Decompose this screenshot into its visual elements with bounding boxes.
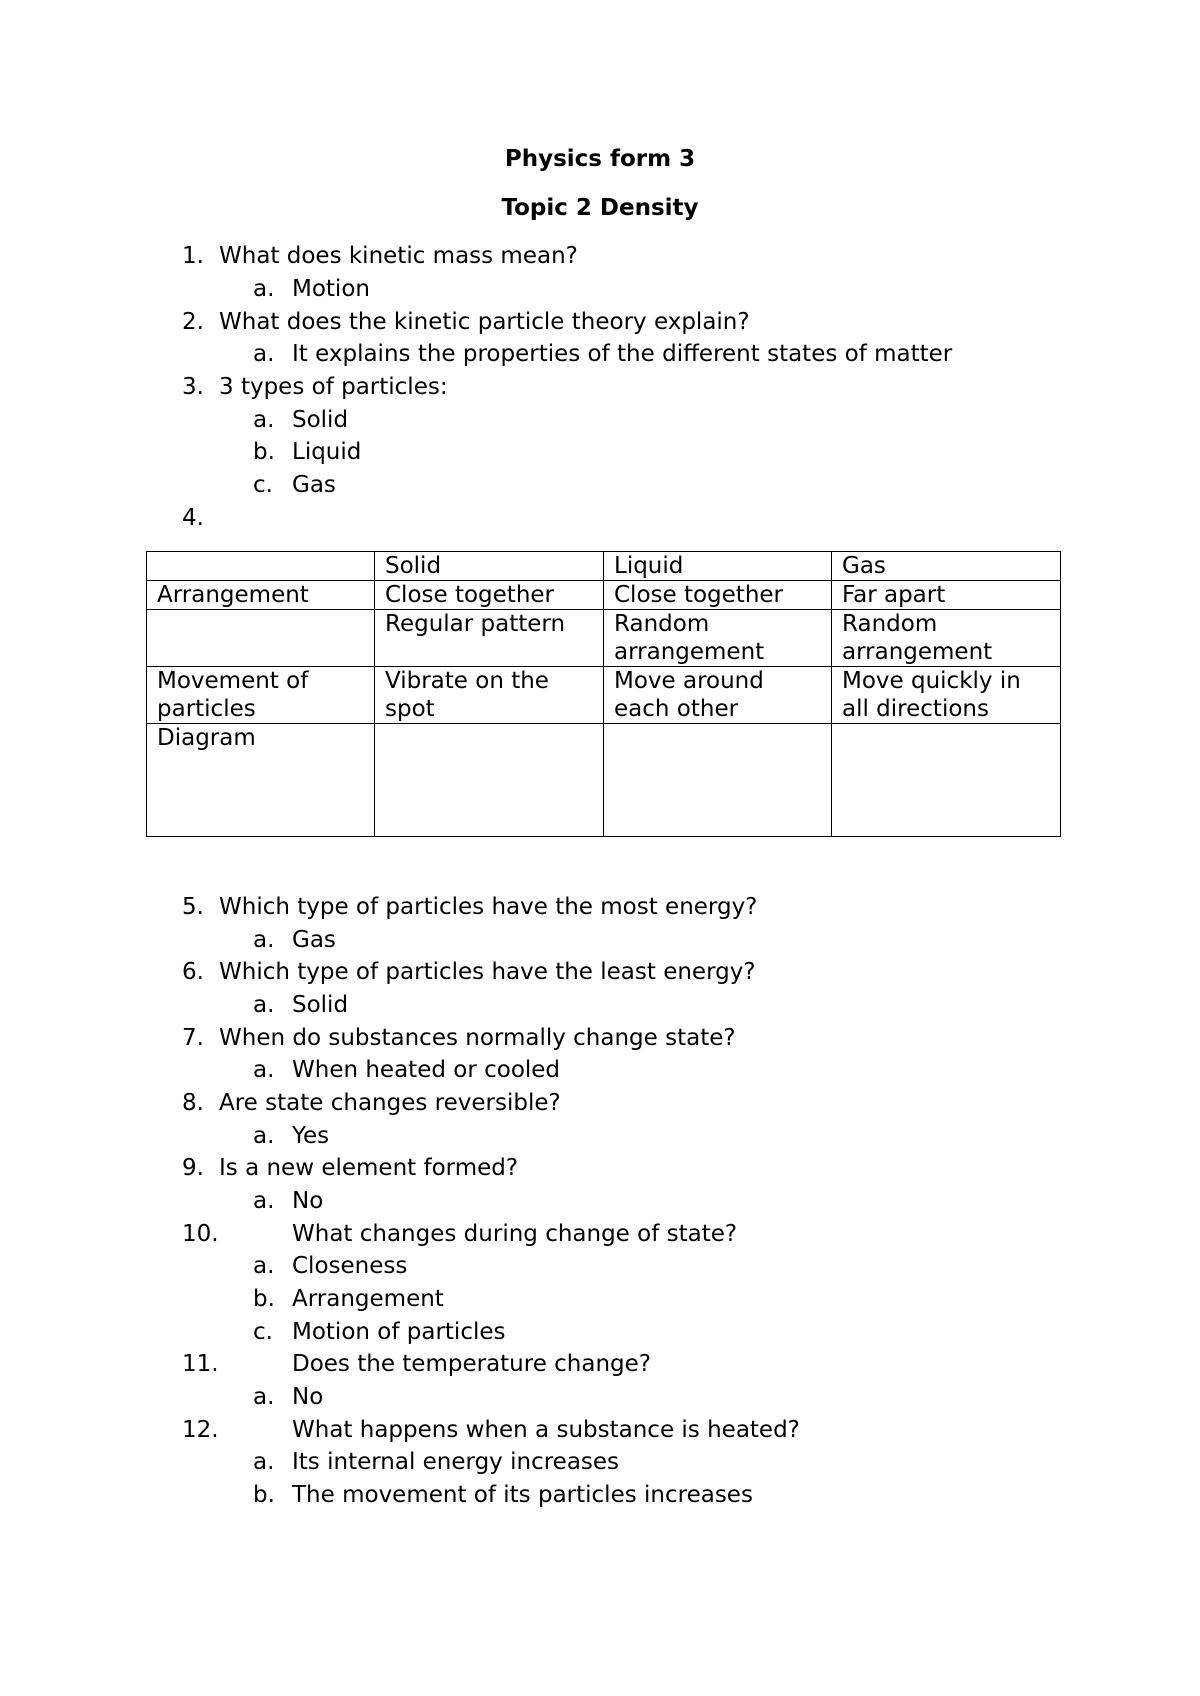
table-cell: Movement of particles [147, 667, 375, 724]
question-number: 7. [182, 1025, 204, 1051]
answer-text: Solid [292, 992, 349, 1018]
table-cell: Diagram [147, 724, 375, 837]
answer-text: Yes [292, 1123, 330, 1149]
question-text: When do substances normally change state? [219, 1025, 736, 1051]
question-number: 5. [182, 894, 204, 920]
answer-letter: a. [253, 341, 275, 367]
table-header-cell: Gas [832, 552, 1061, 581]
question-number: 6. [182, 959, 204, 985]
answer-letter: b. [253, 439, 275, 465]
question-text: Does the temperature change? [292, 1351, 652, 1377]
question-number: 12. [182, 1417, 219, 1443]
question-number: 2. [182, 309, 204, 335]
question-text: Which type of particles have the most energy? [219, 894, 758, 920]
table-header-cell: Liquid [604, 552, 832, 581]
table-cell: Regular pattern [375, 610, 604, 667]
answer-letter: a. [253, 927, 275, 953]
question-text: Which type of particles have the least energy? [219, 959, 756, 985]
question-number: 4. [182, 505, 204, 531]
answer-text: Gas [292, 472, 336, 498]
answer-text: It explains the properties of the different states of matter [292, 341, 953, 367]
table-cell [147, 610, 375, 667]
question-number: 1. [182, 243, 204, 269]
diagram-cell [832, 724, 1061, 837]
question-text: What does kinetic mass mean? [219, 243, 578, 269]
answer-letter: b. [253, 1482, 275, 1508]
answer-text: Its internal energy increases [292, 1449, 620, 1475]
answer-letter: a. [253, 1057, 275, 1083]
answer-text: Closeness [292, 1253, 408, 1279]
question-number: 9. [182, 1155, 204, 1181]
table-row [147, 667, 1061, 724]
question-text: What does the kinetic particle theory explain? [219, 309, 750, 335]
table-cell: Far apart [832, 581, 1061, 610]
question-text: 3 types of particles: [219, 374, 448, 400]
question-number: 3. [182, 374, 204, 400]
table-cell: Arrangement [147, 581, 375, 610]
table-row [147, 610, 1061, 667]
table-row [147, 581, 1061, 610]
table-cell: Close together [604, 581, 832, 610]
answer-text: No [292, 1384, 324, 1410]
answer-text: The movement of its particles increases [292, 1482, 753, 1508]
table-cell: Move quickly in all directions [832, 667, 1061, 724]
table-cell: Vibrate on the spot [375, 667, 604, 724]
answer-text: Motion [292, 276, 370, 302]
table-header-cell: Solid [375, 552, 604, 581]
table-header-row [147, 552, 1061, 581]
diagram-cell [604, 724, 832, 837]
page-title: Physics form 3 [504, 146, 696, 172]
table-cell: Random arrangement [832, 610, 1061, 667]
answer-letter: a. [253, 1253, 275, 1279]
question-text: Are state changes reversible? [219, 1090, 561, 1116]
answer-letter: c. [253, 472, 273, 498]
answer-text: No [292, 1188, 324, 1214]
table-cell: Move around each other [604, 667, 832, 724]
question-text: What changes during change of state? [292, 1221, 738, 1247]
topic-heading: Topic 2 Density [501, 195, 699, 221]
states-of-matter-table [146, 551, 1061, 837]
answer-letter: a. [253, 1449, 275, 1475]
answer-letter: c. [253, 1319, 273, 1345]
table-cell: Random arrangement [604, 610, 832, 667]
diagram-cell [375, 724, 604, 837]
answer-letter: b. [253, 1286, 275, 1312]
answer-letter: a. [253, 407, 275, 433]
table-cell: Close together [375, 581, 604, 610]
answer-text: Solid [292, 407, 349, 433]
answer-letter: a. [253, 276, 275, 302]
answer-text: When heated or cooled [292, 1057, 561, 1083]
question-number: 10. [182, 1221, 219, 1247]
answer-letter: a. [253, 1188, 275, 1214]
answer-text: Liquid [292, 439, 362, 465]
question-number: 11. [182, 1351, 219, 1377]
question-number: 8. [182, 1090, 204, 1116]
answer-letter: a. [253, 992, 275, 1018]
answer-text: Arrangement [292, 1286, 444, 1312]
question-text: What happens when a substance is heated? [292, 1417, 800, 1443]
answer-text: Gas [292, 927, 336, 953]
question-text: Is a new element formed? [219, 1155, 519, 1181]
answer-letter: a. [253, 1123, 275, 1149]
answer-text: Motion of particles [292, 1319, 506, 1345]
answer-letter: a. [253, 1384, 275, 1410]
table-row [147, 724, 1061, 837]
table-header-cell [147, 552, 375, 581]
